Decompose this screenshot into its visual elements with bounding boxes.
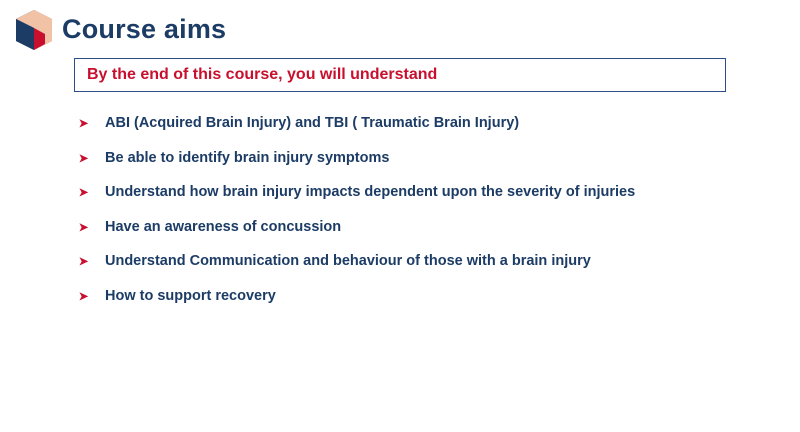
- list-item: [74, 210, 774, 245]
- list-item-label: How to support recovery: [105, 287, 276, 304]
- arrow-bullet-icon: ➤: [78, 184, 89, 200]
- bullet-list: [74, 106, 774, 313]
- list-item-label: Have an awareness of concussion: [105, 218, 342, 235]
- arrow-bullet-icon: ➤: [78, 253, 89, 269]
- list-item: [74, 279, 774, 314]
- list-item: [74, 141, 774, 176]
- list-item: [74, 175, 774, 210]
- list-item-label: Understand Communication and behaviour of those with a brain injury: [105, 253, 591, 270]
- list-item-label: Be able to identify brain injury symptoms: [105, 149, 390, 166]
- heading-box: [74, 58, 726, 92]
- arrow-bullet-icon: ➤: [78, 115, 89, 131]
- arrow-bullet-icon: ➤: [78, 219, 89, 235]
- brand-logo-icon: [12, 8, 56, 52]
- list-item: [74, 106, 774, 141]
- list-item: [74, 244, 774, 279]
- arrow-bullet-icon: ➤: [78, 150, 89, 166]
- list-item-label: Understand how brain injury impacts dependent upon the severity of injuries: [105, 184, 636, 201]
- heading-text: By the end of this course, you will understand: [87, 66, 438, 83]
- page-title: Course aims: [62, 14, 227, 44]
- list-item-label: ABI (Acquired Brain Injury) and TBI ( Traumatic Brain Injury): [105, 115, 520, 132]
- arrow-bullet-icon: ➤: [78, 288, 89, 304]
